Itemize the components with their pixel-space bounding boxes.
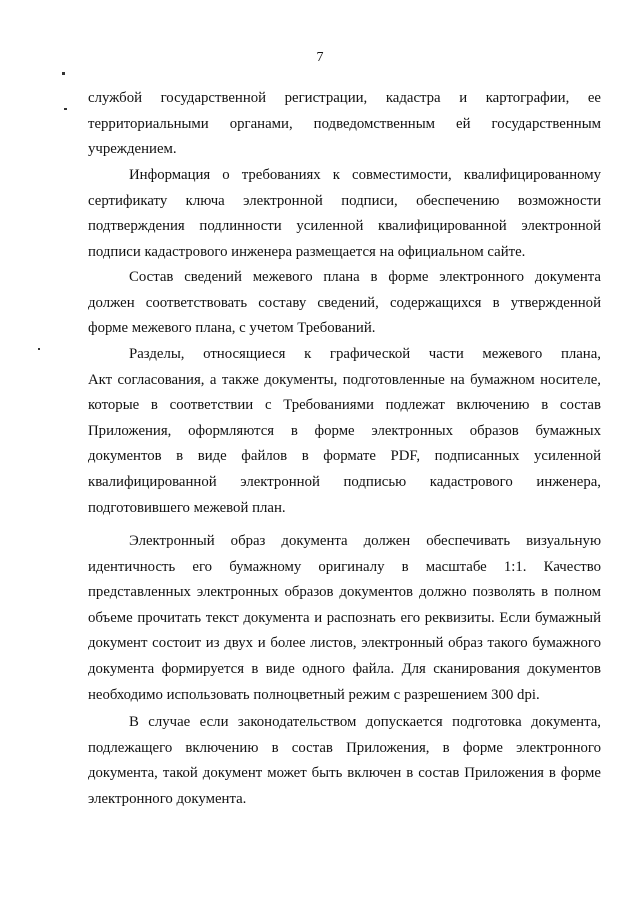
text-line: документов в виде файлов в формате PDF, подписанных усиленной <box>88 448 601 465</box>
text-line: подготовившего межевой план. <box>88 499 286 516</box>
text-line: которые в соответствии с Требованиями подлежат включению в состав <box>88 397 601 414</box>
text-line: территориальными органами, подведомственным ей государственным <box>88 115 601 132</box>
text-line: объеме прочитать текст документа и распознать его реквизиты. Если бумажный <box>88 609 601 626</box>
text-line: сертификату ключа электронной подписи, обеспечению возможности <box>88 192 601 209</box>
page-number: 7 <box>316 50 324 65</box>
text-line: форме межевого плана, с учетом Требований. <box>88 320 376 337</box>
text-line: подписи кадастрового инженера размещается на официальном сайте. <box>88 243 526 260</box>
text-line: подтверждения подлинности усиленной квалифицированной электронной <box>88 218 601 235</box>
text-line: квалифицированной электронной подписью кадастрового инженера, <box>88 473 601 490</box>
text-line: Информация о требованиях к совместимости, квалифицированному <box>129 167 601 183</box>
text-line: документа, такой документ может быть включен в состав Приложения в форме <box>88 765 601 782</box>
paragraph-1 <box>88 86 601 163</box>
paragraph-2 <box>88 163 601 265</box>
text-line: Разделы, относящиеся к графической части межевого плана, <box>129 346 601 362</box>
text-line: должен соответствовать составу сведений, содержащихся в утвержденной <box>88 294 601 311</box>
text-line: Приложения, оформляются в форме электронных образов бумажных <box>88 422 601 439</box>
text-line: документ состоит из двух и более листов, электронный образ такого бумажного <box>88 635 601 652</box>
paragraph-6 <box>88 710 601 812</box>
text-line: электронного документа. <box>88 790 247 807</box>
text-line: представленных электронных образов документов должно позволять в полном <box>88 584 601 601</box>
paragraph-3 <box>88 265 601 342</box>
paragraph-5 <box>88 529 601 708</box>
text-line: В случае если законодательством допускается подготовка документа, <box>129 714 601 730</box>
scan-speck <box>62 72 65 75</box>
text-line: службой государственной регистрации, кадастра и картографии, ее <box>88 90 601 106</box>
text-line: учреждением. <box>88 141 177 158</box>
text-line: документа формируется в виде одного файла. Для сканирования документов <box>88 660 601 677</box>
scan-speck <box>64 108 67 110</box>
text-line: идентичность его бумажному оригиналу в масштабе 1:1. Качество <box>88 558 601 575</box>
paragraph-4 <box>88 342 601 521</box>
text-line: Электронный образ документа должен обеспечивать визуальную <box>129 533 601 549</box>
text-line: подлежащего включению в состав Приложения, в форме электронного <box>88 739 601 756</box>
text-line: Акт согласования, а также документы, подготовленные на бумажном носителе, <box>88 371 601 388</box>
text-line: Состав сведений межевого плана в форме электронного документа <box>129 269 601 285</box>
text-line: необходимо использовать полноцветный режим с разрешением 300 dpi. <box>88 686 540 703</box>
scan-speck <box>38 348 40 350</box>
